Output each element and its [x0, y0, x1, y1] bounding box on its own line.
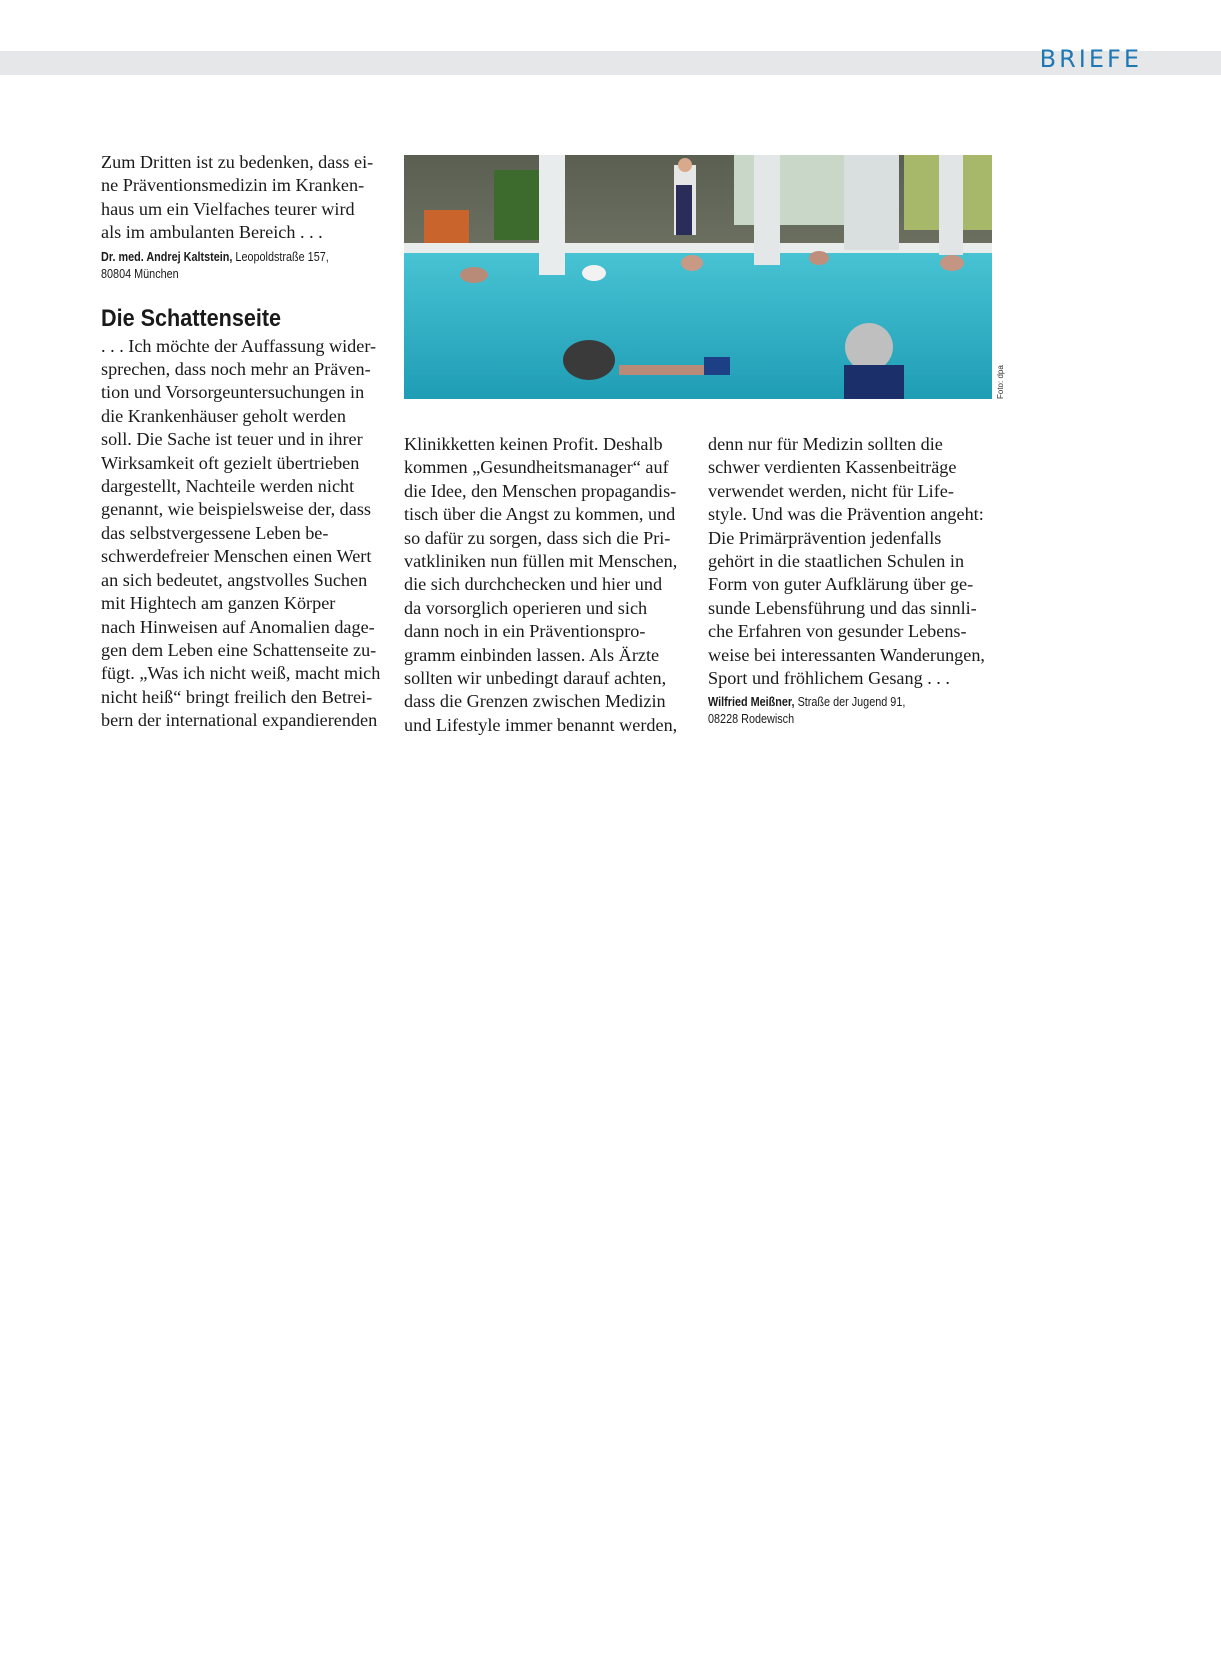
text-line: das selbstvergessene Leben be-	[101, 522, 329, 543]
text-line: die Idee, den Menschen propagandis-	[404, 480, 677, 501]
text-line: schwerdefreier Menschen einen Wert	[101, 546, 372, 567]
text-line: soll. Die Sache ist teuer und in ihrer	[101, 429, 363, 450]
text-line: Wirksamkeit oft gezielt übertrieben	[101, 452, 360, 473]
text-line: ne Präventionsmedizin im Kranken-	[101, 175, 365, 196]
text-line: so dafür zu sorgen, dass sich die Pri-	[404, 527, 671, 548]
text-line: dass die Grenzen zwischen Medizin	[404, 691, 666, 712]
text-line: haus um ein Vielfaches teurer wird	[101, 198, 355, 219]
author-city: 08228 Rodewisch	[708, 712, 795, 727]
column-1	[101, 151, 386, 733]
author-city: 80804 München	[101, 266, 179, 281]
text-line: fügt. „Was ich nicht weiß, macht mich	[101, 663, 381, 684]
text-line: gehört in die staatlichen Schulen in	[708, 551, 965, 572]
text-line: an sich bedeutet, angstvolles Suchen	[101, 569, 368, 590]
text-line: gramm einbinden lassen. Als Ärzte	[404, 644, 660, 665]
author-address: Leopoldstraße 157,	[232, 249, 329, 264]
text-line: als im ambulanten Bereich . . .	[101, 222, 323, 243]
text-line: genannt, wie beispielsweise der, dass	[101, 499, 371, 520]
text-line: dann noch in ein Präventionspro-	[404, 621, 646, 642]
text-line: nicht heiß“ bringt freilich den Betrei-	[101, 686, 373, 707]
text-line: schwer verdienten Kassenbeiträge	[708, 457, 957, 478]
letter-1-signature	[101, 249, 385, 283]
section-label: BRIEFE	[1039, 45, 1142, 73]
letter-2-column-2	[404, 433, 691, 737]
text-line: Zum Dritten ist zu bedenken, dass ei-	[101, 152, 374, 172]
text-line: nach Hinweisen auf Anomalien dage-	[101, 616, 375, 637]
author-name: Dr. med. Andrej Kaltstein,	[101, 249, 233, 264]
text-line: dargestellt, Nachteile werden nicht	[101, 476, 355, 497]
text-line: Die Primärprävention jedenfalls	[708, 527, 942, 548]
text-line: . . . Ich möchte der Auffassung wider-	[101, 335, 377, 356]
photo-credit: Foto: dpa	[996, 365, 1005, 399]
text-line: die sich durchchecken und hier und	[404, 574, 663, 595]
author-name: Wilfried Meißner,	[708, 695, 795, 710]
text-line: che Erfahren von gesunder Lebens-	[708, 621, 967, 642]
letter-2-column-3	[708, 433, 995, 690]
text-line: kommen „Gesundheitsmanager“ auf	[404, 457, 669, 478]
text-line: denn nur für Medizin sollten die	[708, 434, 943, 454]
text-line: weise bei interessanten Wanderungen,	[708, 644, 985, 665]
text-line: sunde Lebensführung und das sinnli-	[708, 597, 977, 618]
text-line: Klinikketten keinen Profit. Deshalb	[404, 434, 663, 454]
text-line: Sport und fröhlichem Gesang . . .	[708, 668, 950, 689]
text-line: gen dem Leben eine Schattenseite zu-	[101, 639, 377, 660]
text-line: style. Und was die Prävention angeht:	[708, 504, 984, 525]
text-line: die Krankenhäuser geholt werden	[101, 405, 346, 426]
text-line: verwendet werden, nicht für Life-	[708, 480, 954, 501]
article-title: Die Schattenseite	[101, 304, 282, 332]
text-line: Form von guter Aufklärung über ge-	[708, 574, 974, 595]
author-address: Straße der Jugend 91,	[794, 695, 906, 710]
text-line: tisch über die Angst zu kommen, und	[404, 504, 676, 525]
text-line: vatkliniken nun füllen mit Menschen,	[404, 551, 678, 572]
pool-photo	[404, 155, 992, 399]
text-line: sprechen, dass noch mehr an Präven-	[101, 359, 371, 380]
column-2	[404, 433, 691, 737]
letter-2-signature	[708, 694, 992, 728]
letter-1-closing	[101, 151, 386, 245]
text-line: und Lifestyle immer benannt werden,	[404, 714, 678, 735]
text-line: tion und Vorsorgeuntersuchungen in	[101, 382, 365, 403]
header-band	[0, 51, 1221, 75]
text-line: da vorsorglich operieren und sich	[404, 597, 648, 618]
text-line: bern der international expandierenden	[101, 710, 378, 731]
letter-2-column-1	[101, 335, 386, 733]
text-line: mit Hightech am ganzen Körper	[101, 593, 336, 614]
column-3	[708, 433, 995, 728]
text-line: sollten wir unbedingt darauf achten,	[404, 668, 667, 689]
